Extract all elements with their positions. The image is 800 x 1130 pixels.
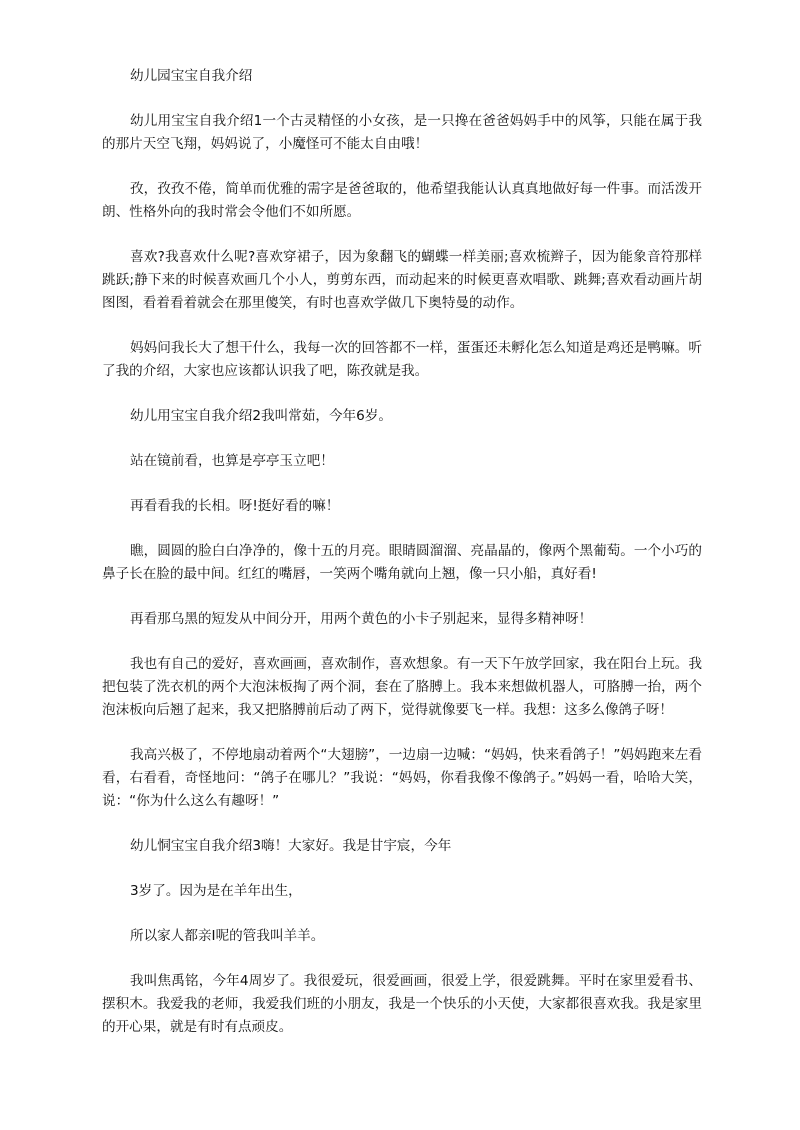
paragraph: 我叫焦禹铭，今年4周岁了。我很爱玩，很爱画画，很爱上学，很爱跳舞。平时在家里爱看书、摆积木。我爱我的老师，我爱我们班的小朋友，我是一个快乐的小天使，大家都很喜欢我。我是家里的开心果，就是有时有点顽皮。 [102, 973, 702, 1035]
paragraph: 3岁了。因为是在羊年出生， [130, 883, 302, 899]
paragraph: 再看看我的长相。呀!挺好看的嘛！ [130, 498, 340, 514]
paragraph: 瞧，圆圆的脸白白净净的，像十五的月亮。眼睛圆溜溜、亮晶晶的，像两个黑葡萄。一个小巧的鼻子长在脸的最中间。红红的嘴唇，一笑两个嘴角就向上翘，像一只小船，真好看! [102, 543, 702, 582]
paragraph: 我也有自己的爱好，喜欢画画，喜欢制作，喜欢想象。有一天下午放学回家，我在阳台上玩。我把包装了洗衣机的两个大泡沫板掏了两个洞，套在了胳膊上。我本来想做机器人，可胳膊一抬，两个泡沫板向后翘了起来，我又把胳膊前后动了两下，觉得就像要飞一样。我想：这多么像鸽子呀！ [102, 656, 702, 718]
paragraph: 妈妈问我长大了想干什么，我每一次的回答都不一样，蛋蛋还未孵化怎么知道是鸡还是鸭嘛。听了我的介绍，大家也应该都认识我了吧，陈孜就是我。 [102, 340, 702, 379]
paragraph: 再看那乌黑的短发从中间分开，用两个黄色的小卡子别起来，显得多精神呀！ [130, 611, 593, 627]
paragraph: 所以家人都亲I呢的管我叫羊羊。 [130, 928, 325, 944]
paragraph: 孜，孜孜不倦，简单而优雅的需字是爸爸取的，他希望我能认认真真地做好每一件事。而活泼开朗、性格外向的我时常会令他们不如所愿。 [102, 181, 702, 220]
paragraph: 站在镜前看，也算是亭亭玉立吧！ [130, 453, 334, 469]
paragraph: 幼儿用宝宝自我介绍2我叫常茹，今年6岁。 [130, 408, 392, 424]
paragraph: 幼儿用宝宝自我介绍1一个古灵精怪的小女孩，是一只搀在爸爸妈妈手中的风筝，只能在属于我的那片天空飞翔，妈妈说了，小魔怪可不能太自由哦！ [102, 113, 702, 152]
paragraph: 我高兴极了，不停地扇动着两个“大翅膀”，一边扇一边喊：“妈妈，快来看鸽子！”妈妈跑来左看看，右看看，奇怪地问：“鸽子在哪儿？”我说：“妈妈，你看我像不像鸽子。”妈妈一看，哈哈大笑，说：“你为什么这么有趣呀！” [102, 747, 702, 809]
document-title: 幼儿园宝宝自我介绍 [130, 68, 253, 84]
paragraph: 幼儿恫宝宝自我介绍3嗨！大家好。我是甘宇宸，今年 [130, 838, 452, 854]
document-body [102, 65, 702, 1061]
paragraph: 喜欢?我喜欢什么呢?喜欢穿裙子，因为象翻飞的蝴蝶一样美丽;喜欢梳辫子，因为能象音符那样跳跃;静下来的时候喜欢画几个小人，剪剪东西，而动起来的时候更喜欢唱歌、跳舞;喜欢看动画片胡图图，看着看着就会在那里傻笑，有时也喜欢学做几下奥特曼的动作。 [102, 249, 702, 311]
